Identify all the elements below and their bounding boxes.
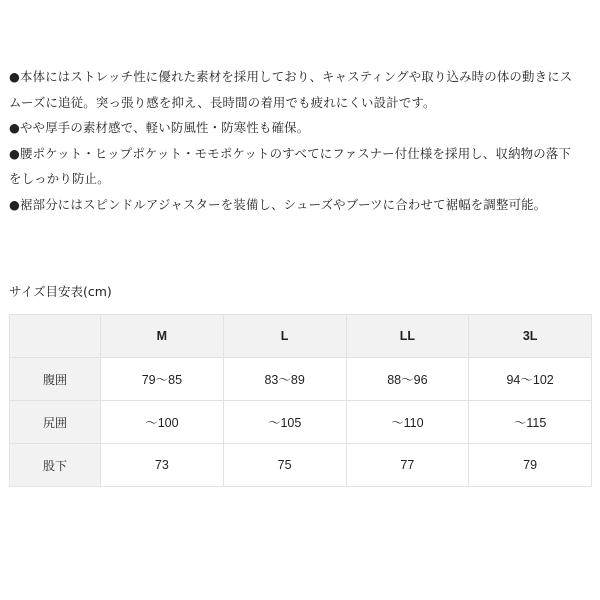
row-label-inseam: 股下 [10, 444, 101, 487]
table-cell: 〜105 [223, 401, 346, 444]
table-cell: 88〜96 [346, 358, 469, 401]
table-cell: 79〜85 [101, 358, 224, 401]
size-header-3l: 3L [469, 315, 592, 358]
table-row [10, 401, 592, 444]
table-cell: 79 [469, 444, 592, 487]
table-cell: 75 [223, 444, 346, 487]
size-chart-caption: サイズ目安表(cm) [9, 284, 112, 299]
table-header-row [10, 315, 592, 358]
table-row [10, 358, 592, 401]
size-chart-table [9, 314, 592, 487]
description-line: ●腰ポケット・ヒップポケット・モモポケットのすべてにファスナー付仕様を採用し、収納物の落下 [9, 145, 572, 161]
table-cell: 77 [346, 444, 469, 487]
description-line: ●裾部分にはスピンドルアジャスターを装備し、シューズやブーツに合わせて裾幅を調整可能。 [9, 196, 547, 212]
size-header-l: L [223, 315, 346, 358]
description-line: をしっかり防止。 [9, 171, 110, 187]
row-label-waist: 腹囲 [10, 358, 101, 401]
description-line: ●本体にはストレッチ性に優れた素材を採用しており、キャスティングや取り込み時の体の動きにス [9, 69, 573, 84]
table-corner-cell [10, 315, 101, 358]
description-line: ●やや厚手の素材感で、軽い防風性・防寒性も確保。 [9, 120, 310, 136]
description-line: ムーズに追従。突っ張り感を抑え、長時間の着用でも疲れにくい設計です。 [9, 94, 436, 110]
table-row [10, 444, 592, 487]
row-label-hip: 尻囲 [10, 401, 101, 444]
table-cell: 83〜89 [223, 358, 346, 401]
table-cell: 〜110 [346, 401, 469, 444]
table-cell: 73 [101, 444, 224, 487]
table-cell: 94〜102 [469, 358, 592, 401]
size-header-ll: LL [346, 315, 469, 358]
table-cell: 〜115 [469, 401, 592, 444]
product-description [9, 64, 595, 218]
table-cell: 〜100 [101, 401, 224, 444]
size-header-m: M [101, 315, 224, 358]
